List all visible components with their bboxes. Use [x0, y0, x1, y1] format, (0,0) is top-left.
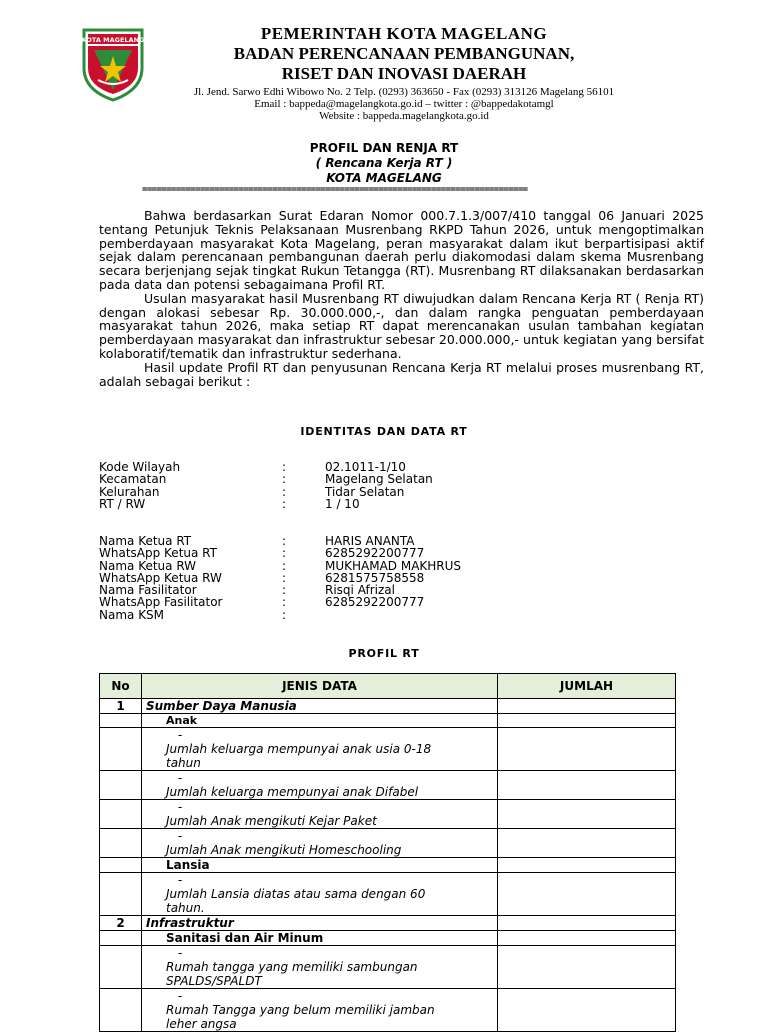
identity-row: [99, 609, 599, 621]
table-row: [100, 946, 676, 989]
identity-value: 6281575758558: [325, 570, 425, 585]
identity-colon: :: [282, 607, 287, 622]
identity-value: Magelang Selatan: [325, 472, 433, 487]
identity-label: Nama Ketua RT: [99, 534, 192, 548]
jumlah-cell[interactable]: [498, 858, 676, 873]
section-title: Sumber Daya Manusia: [142, 699, 498, 714]
table-row: [100, 989, 676, 1032]
section-number: 2: [100, 916, 142, 931]
kota-magelang-logo-icon: [80, 28, 146, 102]
identity-colon: :: [282, 595, 287, 610]
logo-text: KOTA MAGELANG: [81, 36, 145, 44]
data-item: Jumlah Anak mengikuti Homeschooling: [166, 843, 402, 857]
letterhead-line-1: PEMERINTAH KOTA MAGELANG: [260, 24, 548, 43]
jumlah-cell[interactable]: [498, 989, 676, 1032]
paragraph-1: Bahwa berdasarkan Surat Edaran Nomor 000.7.1.3/007/410 tanggal 06 Januari 2025 tentang Petunjuk Teknis Pelaksanaan Musrenbang RKPD Tahun 2026, untuk mengoptimalkan pemberdayaan masyarakat Kota Magelang, peran masyarakat dalam ikut berpartisipasi aktif sejak dalam perencanaan pembangunan daerah perlu diakomodasi dalam skema Musrenbang secara berjenjang sejak tingkat Rukun Tetangga (RT). Musrenbang RT dilaksanakan berdasarkan pada data dan potensi sebagaimana Profil RT.: [99, 208, 704, 292]
dash: -: [177, 873, 183, 887]
table-row: [100, 931, 676, 946]
section-title: Infrastruktur: [142, 916, 498, 931]
jumlah-cell[interactable]: [498, 728, 676, 771]
subsection-title: Lansia: [142, 858, 498, 873]
identity-label: Kode Wilayah: [99, 460, 181, 474]
paragraph-3: Hasil update Profil RT dan penyusunan Rencana Kerja RT melalui proses musrenbang RT, adalah sebagai berikut :: [99, 359, 704, 389]
identity-label: Kelurahan: [99, 484, 160, 499]
identity-label: WhatsApp Ketua RW: [99, 570, 222, 585]
identity-group-1: [99, 461, 599, 510]
jumlah-cell[interactable]: [498, 916, 676, 931]
identity-label: Nama KSM: [99, 607, 165, 622]
table-row: [100, 916, 676, 931]
dash: -: [177, 946, 183, 960]
identity-row: [99, 547, 599, 559]
doc-city: KOTA MAGELANG: [326, 171, 442, 185]
jumlah-cell[interactable]: [498, 800, 676, 829]
header-no: No: [100, 674, 142, 699]
identity-group-2: [99, 535, 599, 621]
identity-row: [99, 473, 599, 485]
table-row: [100, 771, 676, 800]
profil-table: [99, 673, 676, 1032]
data-item: Jumlah Anak mengikuti Kejar Paket: [166, 814, 377, 828]
identity-colon: :: [282, 558, 287, 573]
identity-colon: :: [282, 460, 287, 474]
header-jenis-data: JENIS DATA: [142, 674, 498, 699]
identity-colon: :: [282, 496, 287, 511]
data-item: Jumlah Lansia diatas atau sama dengan 60 tahun.: [166, 887, 426, 915]
data-item: Rumah Tangga yang belum memiliki jamban leher angsa: [166, 1003, 435, 1031]
table-row: [100, 728, 676, 771]
data-item: Jumlah keluarga mempunyai anak usia 0-18 tahun: [166, 742, 432, 770]
identity-row: [99, 498, 599, 510]
identity-row: [99, 596, 599, 608]
separator-line: ================================================================================: [142, 185, 528, 195]
section-number: 1: [100, 699, 142, 714]
dash: -: [177, 771, 183, 785]
doc-subtitle: ( Rencana Kerja RT ): [315, 156, 453, 170]
letterhead-line-2: BADAN PERENCANAAN PEMBANGUNAN,: [233, 44, 575, 63]
table-row: [100, 714, 676, 728]
profil-heading: PROFIL RT: [348, 647, 420, 660]
table-header-row: [100, 674, 676, 699]
doc-title: PROFIL DAN RENJA RT: [309, 141, 459, 155]
table-row: [100, 800, 676, 829]
identity-colon: :: [282, 534, 287, 548]
identity-label: WhatsApp Fasilitator: [99, 595, 223, 610]
jumlah-cell[interactable]: [498, 931, 676, 946]
identity-value: 02.1011-1/10: [325, 460, 406, 474]
identity-value: 6285292200777: [325, 546, 425, 561]
identity-colon: :: [282, 583, 287, 598]
dash: -: [177, 728, 183, 742]
subsection-title: Sanitasi dan Air Minum: [142, 931, 498, 946]
letterhead-email: Email : bappeda@magelangkota.go.id – twitter : @bappedakotamgl: [254, 98, 554, 110]
identity-colon: :: [282, 484, 287, 499]
identity-label: WhatsApp Ketua RT: [99, 546, 217, 561]
header-jumlah: JUMLAH: [498, 674, 676, 699]
dash: -: [177, 829, 183, 843]
identity-value: HARIS ANANTA: [325, 534, 415, 548]
table-row: [100, 873, 676, 916]
identity-colon: :: [282, 472, 287, 487]
jumlah-cell[interactable]: [498, 699, 676, 714]
jumlah-cell[interactable]: [498, 771, 676, 800]
letterhead-line-3: RISET DAN INOVASI DAERAH: [281, 64, 527, 83]
jumlah-cell[interactable]: [498, 714, 676, 728]
identity-value: 1 / 10: [325, 496, 360, 511]
paragraph-2: Usulan masyarakat hasil Musrenbang RT diwujudkan dalam Rencana Kerja RT ( Renja RT) dengan alokasi sebesar Rp. 30.000.000,-, dan dalam rangka penguatan pemberdayaan masyarakat tahun 2026, maka setiap RT dapat merencanakan usulan tambahan kegiatan pemberdayaan masyarakat dan infrastruktur sebesar 20.000.000,- untuk kegiatan yang bersifat kolaboratif/tematik dan infrastruktur sederhana.: [99, 290, 704, 361]
identity-label: Nama Ketua RW: [99, 558, 197, 573]
table-row: [100, 858, 676, 873]
identity-label: RT / RW: [99, 496, 146, 511]
identity-colon: :: [282, 570, 287, 585]
identity-value: 6285292200777: [325, 595, 425, 610]
dash: -: [177, 800, 183, 814]
data-item: Jumlah keluarga mempunyai anak Difabel: [166, 785, 419, 799]
identity-value: Tidar Selatan: [325, 484, 405, 499]
letterhead: [0, 24, 768, 122]
intro-paragraphs: [99, 209, 704, 388]
subsection-title: Anak: [142, 714, 498, 728]
table-row: [100, 699, 676, 714]
dash: -: [177, 989, 183, 1003]
jumlah-cell[interactable]: [498, 873, 676, 916]
identity-heading: IDENTITAS DAN DATA RT: [300, 425, 468, 438]
data-item: Rumah tangga yang memiliki sambungan SPALDS/SPALDT: [166, 960, 418, 988]
letterhead-address: Jl. Jend. Sarwo Edhi Wibowo No. 2 Telp. (0293) 363650 - Fax (0293) 313126 Magelang 56101: [193, 86, 615, 98]
identity-value: Risqi Afrizal: [325, 583, 395, 598]
identity-label: Nama Fasilitator: [99, 583, 197, 598]
identity-value: MUKHAMAD MAKHRUS: [325, 558, 462, 573]
identity-colon: :: [282, 546, 287, 561]
letterhead-website: Website : bappeda.magelangkota.go.id: [319, 110, 489, 122]
identity-label: Kecamatan: [99, 472, 167, 487]
jumlah-cell[interactable]: [498, 946, 676, 989]
jumlah-cell[interactable]: [498, 829, 676, 858]
table-row: [100, 829, 676, 858]
